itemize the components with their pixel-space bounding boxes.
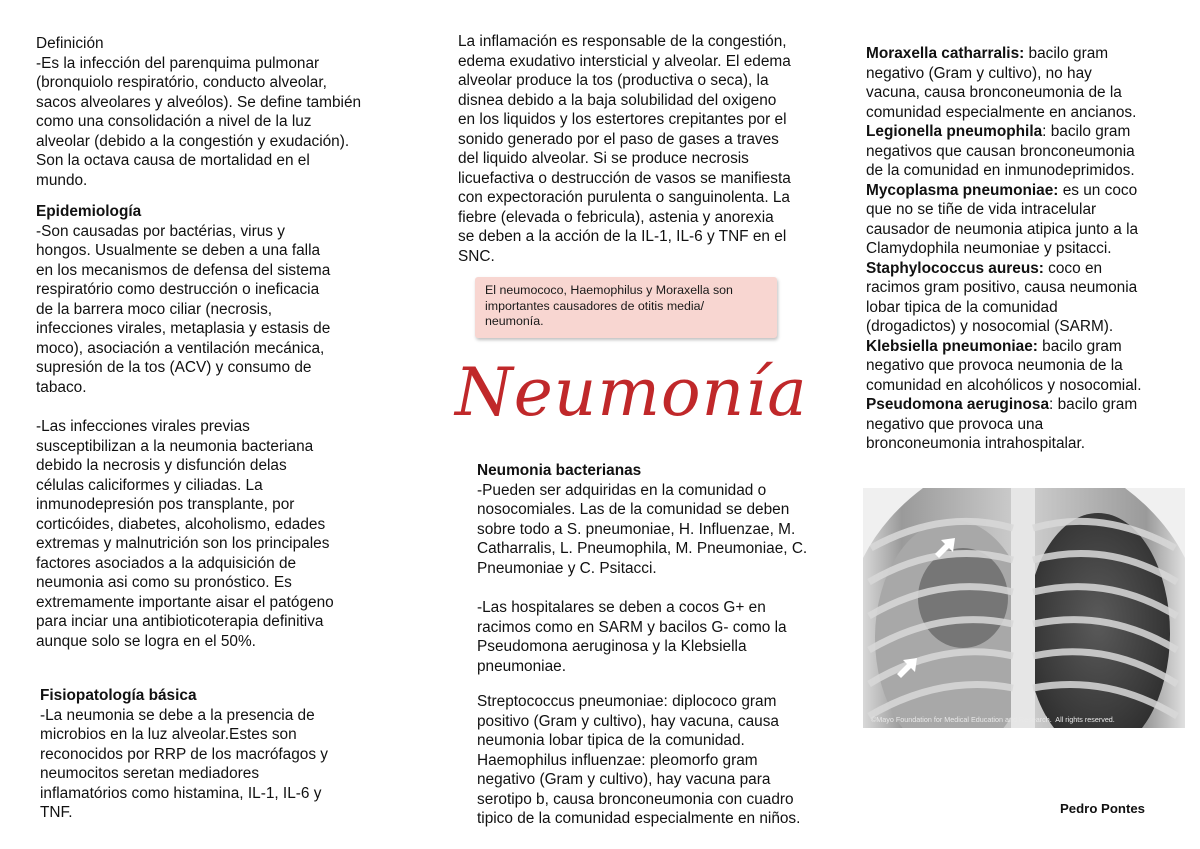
epidemiologia-heading: Epidemiología: [36, 203, 142, 220]
organism-list-text: [866, 44, 1141, 454]
definicion-section: [36, 34, 361, 190]
organism-description: : bacilo gram negativos que causan bronconeumonia de la comunidad en inmunodeprimidos.: [866, 123, 1135, 179]
definicion-heading: Definición: [36, 35, 104, 52]
epidemiologia-text: -Son causadas por bactérias, virus y hongos. Usualmente se deben a una falla en los mecanismos de defensa del sistema respiratório como destrucción o ineficacia de la barrera moco ciliar (necrosis, infecciones virales, metaplasia y estasis de moco), asociación a ventilación mecánica, supresión de la tos (ACV) y consumo de tabaco.: [36, 222, 331, 396]
organism-description: es un coco que no se tiñe de vida intracelular causador de neumonia atipica junto a la Clamydophila neumoniae y psitacci.: [866, 181, 1139, 257]
sticky-note: [475, 277, 777, 338]
organism-description: coco en racimos gram positivo, causa neumonia lobar tipica de la comunidad (drogadictos) y nosocomial (SARM).: [866, 259, 1138, 335]
definicion-text: -Es la infección del parenquima pulmonar (bronquiolo respiratório, conducto alveolar, sacos alveolares y alveólos). Se define también como una consolidación a nivel de la luz alveolar (debido a la congestión y exudación). Son la octava causa de mortalidad en el mundo.: [36, 54, 362, 189]
xray-caption: ©Mayo Foundation for Medical Education and Research. All rights reserved.: [871, 715, 1115, 724]
page-title: Neumonía: [455, 354, 808, 431]
streptococcus-section: [477, 692, 800, 829]
bacterianas-text: -Pueden ser adquiridas en la comunidad o nosocomiales. Las de la comunidad se deben sobre todo a S. pneumoniae, H. Influenzae, M. Catharralis, L. Pneumophila, M. Pneumoniae, C. Pneumoniae y C. Psitacci.: [477, 481, 808, 577]
fisiopatologia-text: -La neumonia se debe a la presencia de microbios en la luz alveolar.Estes son reconocidos por RRP de los macrófagos y neumocitos seretan mediadores inflamatórios como histamina, IL-1, IL-6 y TNF.: [40, 706, 329, 821]
bacterianas-heading: Neumonia bacterianas: [477, 462, 642, 479]
organism-name: Moraxella catharralis:: [866, 45, 1025, 62]
hospitalares-section: [477, 598, 787, 676]
hospitalares-text: -Las hospitalares se deben a cocos G+ en racimos como en SARM y bacilos G- como la Pseudomona aeruginosa y la Klebsiella pneumoniae.: [477, 599, 787, 675]
organism-description: bacilo gram negativo (Gram y cultivo), no hay vacuna, causa bronconeumonia de la comunidad especialmente en ancianos.: [866, 45, 1137, 121]
sticky-note-text: El neumococo, Haemophilus y Moraxella son importantes causadores de otitis media/ neumonía.: [485, 283, 733, 329]
bacterianas-section: [477, 461, 807, 578]
fisiopatologia-heading: Fisiopatología básica: [40, 687, 197, 704]
streptococcus-text: Streptococcus pneumoniae: diplococo gram positivo (Gram y cultivo), hay vacuna, causa neumonia lobar tipica de la comunidad. Haemophilus influenzae: pleomorfo gram negativo (Gram y cultivo), hay vacuna para serotipo b, causa bronconeumonia con cuadro tipico de la comunidad especialmente en niños.: [477, 693, 801, 827]
inflamacion-text: La inflamación es responsable de la congestión, edema exudativo intersticial y alveolar. El edema alveolar produce la tos (productiva o seca), la disnea debido a la baja solubilidad del oxigeno en los liquidos y los estertores crepitantes por el sonido generado por el paso de gases a traves del liquido alveolar. Si se produce necrosis licuefactiva o destrucción de vasos se manifiesta con expectoración purulenta o sanguinolenta. La fiebre (elevada o febricula), astenia y anorexia se deben a la acción de la IL-1, IL-6 y TNF en el SNC.: [458, 33, 791, 265]
organism-name: Legionella pneumophila: [866, 123, 1043, 140]
organism-name: Pseudomona aeruginosa: [866, 396, 1050, 413]
chest-xray-image: [863, 488, 1185, 728]
viral-text: -Las infecciones virales previas susceptibilizan a la neumonia bacteriana debido la necrosis y disfunción delas células caliciformes y ciliadas. La inmunodepresión pos transplante, por corticóides, diabetes, alcoholismo, edades extremas y malnutrición son los principales factores asociados a la adquisición de neumonia asi como su pronóstico. Es extremamente importante aisar el patógeno para inciar una antibioticoterapia definitiva aunque solo se logra en el 50%.: [36, 418, 334, 650]
organism-name: Mycoplasma pneumoniae:: [866, 181, 1059, 199]
organism-description: bacilo gram negativo que provoca neumonia de la comunidad en alcohólicos y nosocomial.: [866, 337, 1142, 394]
author-name: Pedro Pontes: [1060, 801, 1146, 816]
organism-name: Klebsiella pneumoniae:: [866, 337, 1038, 355]
organism-list: [866, 44, 1141, 454]
fisiopatologia-section: [40, 686, 328, 823]
viral-section: [36, 417, 334, 651]
organism-description: : bacilo gram negativo que provoca una bronconeumonia intrahospitalar.: [866, 396, 1138, 452]
xray-graphic: [863, 488, 1185, 728]
organism-name: Staphylococcus aureus:: [866, 259, 1044, 277]
epidemiologia-section: [36, 202, 330, 397]
inflamacion-section: [458, 32, 791, 266]
